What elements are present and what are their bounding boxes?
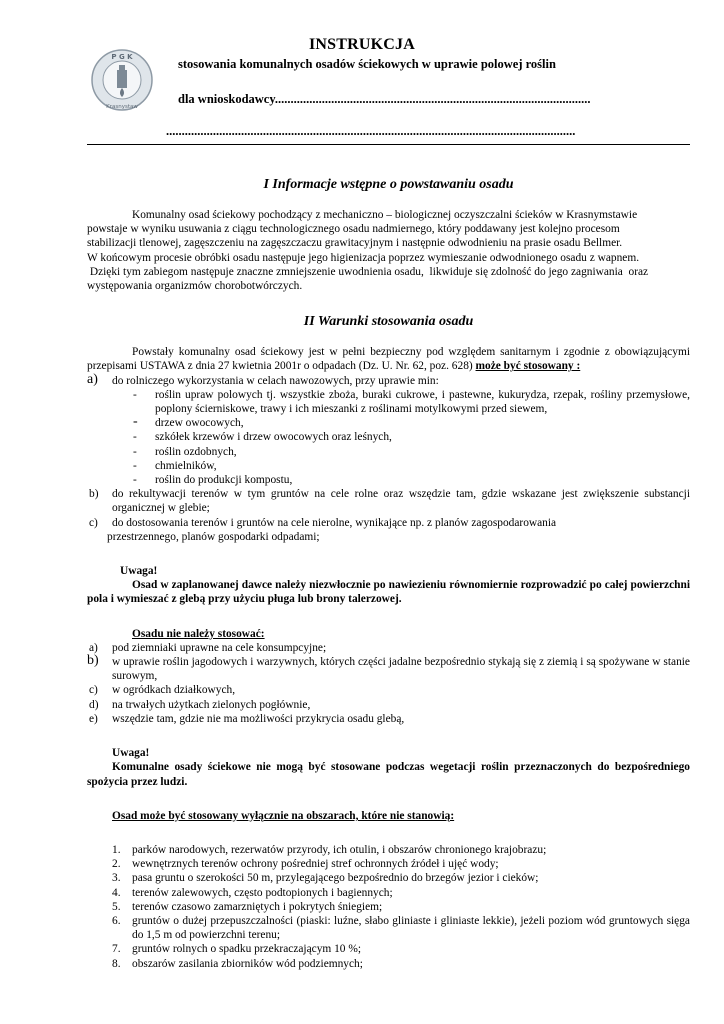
warning2-label: Uwaga!: [112, 747, 150, 760]
section1-line-3: stabilizacji tlenowej, zagęszczeniu na zagęszczaczu grawitacyjnym i następnie odwodnieniu na prasie osadu Bellmer.: [87, 237, 623, 250]
section2-intro: [87, 345, 690, 373]
list-item: [87, 459, 690, 473]
list-item: [87, 416, 690, 430]
section1-heading: I Informacje wstępne o powstawaniu osadu: [263, 177, 514, 192]
list-item: [87, 655, 690, 683]
item-a-text: do rolniczego wykorzystania w celach nawozowych, przy uprawie min:: [112, 374, 439, 387]
list-item: [87, 886, 690, 900]
list-item: [87, 712, 690, 726]
subitem-text: roślin do produkcji kompostu,: [155, 474, 293, 487]
list-item-text: w ogródkach działkowych,: [112, 684, 236, 697]
item-b-text: do rekultywacji terenów w tym gruntów na cele rolne oraz wszędzie tam, gdzie wskazane jest zwiększenie substancji organicznej w glebie;: [112, 488, 690, 515]
list-item: [87, 430, 690, 444]
list-marker: a): [87, 371, 98, 387]
list-item: [87, 473, 690, 487]
subitem-text: chmielników,: [155, 459, 217, 472]
section1-line-1: Komunalny osad ściekowy pochodzący z mechaniczno – biologicznej oczyszczalni ścieków w Krasnymstawie: [132, 209, 638, 221]
list-item-text: na trwałych użytkach zielonych pogłównie,: [112, 698, 311, 711]
list-item-text: gruntów o dużej przepuszczalności (piaski: luźne, słabo gliniaste i gliniaste lekkie), jeżeli poziom wód gruntowych sięga do 1,5 m od powierzchni terenu;: [132, 914, 690, 942]
list-item: [87, 942, 690, 956]
document-subtitle: stosowania komunalnych osadów ściekowych w uprawie polowej roślin: [178, 57, 556, 71]
list-number: 7.: [112, 943, 121, 956]
list-item-text: terenów czasowo zamarzniętych i pokrytych śniegiem;: [132, 900, 383, 913]
dash-marker: -: [133, 445, 137, 458]
list-item-text: terenów zalewowych, często podtopionych i bagiennych;: [132, 886, 393, 899]
document-title: INSTRUKCJA: [308, 36, 415, 53]
list-item: [87, 516, 690, 530]
list-number: 2.: [112, 858, 121, 871]
warning1-label: Uwaga!: [120, 565, 158, 578]
dash-marker: -: [133, 431, 137, 444]
subitem-text: roślin ozdobnych,: [155, 445, 237, 458]
areas-label: Osad może być stosowany wyłącznie na obszarach, które nie stanowią:: [112, 809, 455, 822]
list-item: [87, 857, 690, 871]
usage-sublist: [87, 388, 690, 487]
list-item: [87, 871, 690, 885]
subitem-text: drzew owocowych,: [155, 417, 244, 430]
section1-line-2: powstaje w wyniku usuwania z ciągu technologicznego osadu nadmiernego, który poddawany jest kolejno procesom: [87, 223, 620, 236]
list-item-text: w uprawie roślin jagodowych i warzywnych, których części jadalne bezpośrednio stykają się z ziemią i są spożywane w stanie surowym,: [112, 656, 690, 683]
list-number: 5.: [112, 900, 121, 913]
subitem-text: roślin upraw polowych tj. wszystkie zboża, buraki cukrowe, i pastewne, kukurydza, rzepak, rośliny przemysłowe, poplony ścierniskowe, trawy i ich mieszanki z roślinami motylkowymi przed siewem,: [155, 388, 690, 416]
section1-line-5: Dzięki tym zabiegom następuje znaczne zmniejszenie uwodnienia osadu, likwiduje się zdolność do jego zagniwania oraz: [87, 265, 649, 278]
list-item-text: wewnętrznych terenów ochrony pośredniej stref ochronnych źródeł i ujęć wody;: [132, 858, 499, 871]
dash-marker: -: [133, 474, 137, 487]
list-item: [87, 371, 690, 388]
list-item-text: obszarów zasilania zbiorników wód podziemnych;: [132, 957, 363, 970]
section2-intro-text: Powstały komunalny osad ściekowy jest w pełni bezpieczny pod względem sanitarnym i zgodnie z obowiązującymi przepisami USTAWA z dnia 27 kwietnia 2001r o odpadach (Dz. U. Nr. 62, poz. 628): [87, 346, 690, 373]
list-item-text: pasa gruntu o szerokości 50 m, przylegającego bezpośrednio do brzegów jezior i cieków;: [132, 872, 539, 885]
section2-intro-emphasis: może być stosowany :: [475, 360, 581, 373]
section1-line-4: W końcowym procesie obróbki osadu następuje jego higienizacja poprzez wymieszanie odwodnionego osadu z wapnem.: [87, 251, 640, 264]
svg-text:P G K: P G K: [111, 53, 133, 61]
list-marker: c): [89, 516, 98, 529]
not-use-list: [87, 641, 690, 726]
list-item: [87, 487, 690, 515]
list-item: [87, 683, 690, 697]
list-item: [87, 900, 690, 914]
not-use-label: Osadu nie należy stosować:: [132, 627, 265, 640]
list-item: [87, 641, 690, 655]
usage-list: [87, 371, 690, 544]
list-number: 1.: [112, 843, 121, 856]
list-item-text: gruntów rolnych o spadku przekraczającym 10 %;: [132, 943, 361, 956]
areas-list: [87, 843, 690, 971]
list-item-text: parków narodowych, rezerwatów przyrody, ich otulin, i obszarów chronionego krajobrazu;: [132, 843, 547, 856]
list-item: [87, 843, 690, 857]
pgk-logo: [90, 48, 154, 112]
list-marker: d): [89, 698, 99, 711]
list-marker: e): [89, 712, 98, 725]
list-item: [87, 914, 690, 942]
section1-line-6: występowania organizmów chorobotwórczych.: [87, 280, 303, 293]
list-marker: b): [89, 488, 99, 501]
list-number: 6.: [112, 914, 121, 927]
list-item-text: wszędzie tam, gdzie nie ma możliwości przykrycia osadu glebą,: [112, 712, 405, 725]
header-rule: [87, 144, 690, 145]
subitem-text: szkółek krzewów i drzew owocowych oraz leśnych,: [155, 431, 392, 444]
list-item: [87, 698, 690, 712]
list-number: 3.: [112, 872, 121, 885]
warning1-text: Osad w zaplanowanej dawce należy niezwłocznie po nawiezieniu równomiernie rozprowadzić po całej powierzchni pola i wymieszać z glebą przy użyciu pługa lub brony talerzowej.: [87, 579, 690, 606]
list-marker: a): [89, 641, 98, 654]
dash-marker: -: [133, 459, 137, 472]
list-item-text: pod ziemniaki uprawne na cele konsumpcyjne;: [112, 641, 327, 654]
svg-text:Krasnystaw: Krasnystaw: [106, 104, 138, 110]
list-number: 8.: [112, 957, 121, 970]
list-marker: b): [87, 653, 99, 669]
list-marker: c): [89, 684, 98, 697]
section2-heading: II Warunki stosowania osadu: [303, 314, 474, 330]
list-item: [87, 957, 690, 971]
dash-marker: -: [133, 388, 137, 401]
dotted-line: ...................................................................................................................................: [166, 124, 576, 138]
warning2-text: Komunalne osady ściekowe nie mogą być stosowane podczas wegetacji roślin przeznaczonych do bezpośredniego spożycia przez ludzi.: [87, 761, 690, 788]
document-body: [87, 176, 690, 971]
list-item: [87, 445, 690, 459]
list-number: 4.: [112, 886, 121, 899]
dash-marker: -: [133, 414, 138, 430]
applicant-line: dla wnioskodawcy.....................................................................................................: [178, 92, 591, 106]
item-c-continuation: przestrzennego, planów gospodarki odpadami;: [107, 530, 320, 543]
item-c-text: do dostosowania terenów i gruntów na cele nierolne, wynikające np. z planów zagospodarowania: [112, 516, 557, 529]
list-item: [87, 388, 690, 416]
